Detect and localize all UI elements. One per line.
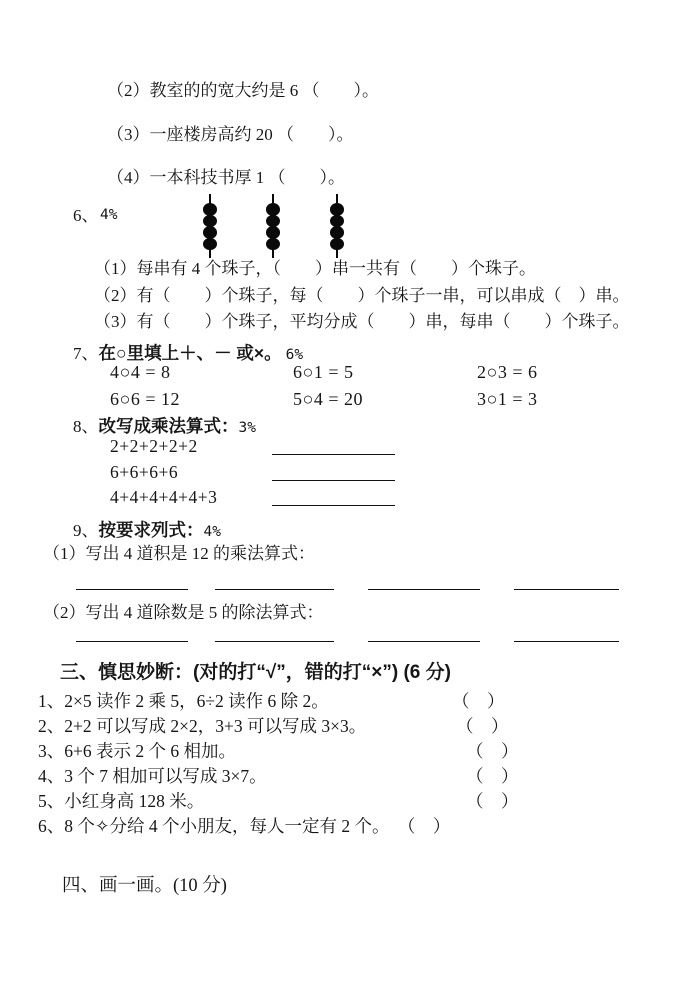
answer-parentheses: （ ） <box>456 716 509 736</box>
question6-number: 6、 <box>73 206 99 225</box>
true-false-text: 6、8 个✧分给 4 个小朋友，每人一定有 2 个。 <box>38 816 390 836</box>
question6-score: 4% <box>100 207 118 223</box>
bead <box>266 238 280 251</box>
true-false-text: 2、2+2 可以写成 2×2，3+3 可以写成 3×3。 <box>38 716 367 736</box>
bead <box>266 203 280 216</box>
addition-expression: 2+2+2+2+2 <box>110 436 198 456</box>
bead <box>203 238 217 251</box>
true-false-text: 4、3 个 7 相加可以写成 3×7。 <box>38 766 267 786</box>
bead <box>330 238 344 251</box>
question6-sub1: （1）每串有 4 个珠子，（ ）串一共有（ ）个珠子。 <box>94 259 536 278</box>
question9-score: 4% <box>203 524 221 540</box>
addition-expression: 6+6+6+6 <box>110 462 179 482</box>
true-false-text: 1、2×5 读作 2 乘 5，6÷2 读作 6 除 2。 <box>38 691 329 711</box>
answer-parentheses: （ ） <box>397 816 451 836</box>
question8-number: 8、 <box>73 417 99 436</box>
answer-line <box>76 589 188 590</box>
true-false-item-6 <box>38 813 658 838</box>
question9-sub1: （1）写出 4 道积是 12 的乘法算式： <box>43 544 315 563</box>
question6-sub3: （3）有（ ）个珠子，平均分成（ ）串，每串（ ）个珠子。 <box>94 312 630 331</box>
answer-line <box>215 641 334 642</box>
answer-parentheses: （ ） <box>452 691 505 711</box>
answer-line <box>272 454 395 455</box>
bead <box>330 203 344 216</box>
answer-line <box>368 589 480 590</box>
answer-line <box>368 641 480 642</box>
true-false-item-4 <box>38 763 658 788</box>
answer-line <box>215 589 334 590</box>
section3-title: 三、慎思妙断：(对的打“√”，错的打“×”) (6 分) <box>60 662 451 683</box>
equation-blank: 6○6 = 12 <box>110 389 181 409</box>
question9-heading <box>73 516 221 542</box>
question7-score: 6% <box>285 347 304 363</box>
bead-strings-illustration <box>203 194 351 258</box>
bead <box>203 203 217 216</box>
true-false-item-1 <box>38 688 658 713</box>
question9-number: 9、 <box>73 521 99 540</box>
estimation-item-4: （4）一本科技书厚 1 （ ）。 <box>107 168 345 187</box>
equation-blank: 4○4 = 8 <box>110 362 171 382</box>
estimation-item-2: （2）教室的的宽大约是 6 （ ）。 <box>107 81 379 100</box>
bead-string-2 <box>266 194 280 258</box>
true-false-text: 3、6+6 表示 2 个 6 相加。 <box>38 741 236 761</box>
bead <box>330 226 344 239</box>
bead-string-3 <box>330 194 344 258</box>
answer-parentheses: （ ） <box>466 766 519 786</box>
addition-expression: 4+4+4+4+4+3 <box>110 487 218 507</box>
true-false-item-3 <box>38 738 658 763</box>
true-false-text: 5、小红身高 128 米。 <box>38 791 205 811</box>
question8-heading <box>73 412 256 438</box>
section4-title: 四、画一画。(10 分) <box>62 876 227 896</box>
question9-title: 按要求列式： <box>98 520 204 540</box>
true-false-item-2 <box>38 713 658 738</box>
answer-line <box>272 505 395 506</box>
bead <box>266 226 280 239</box>
equation-blank: 2○3 = 6 <box>477 362 538 382</box>
question6-sub2: （2）有（ ）个珠子，每（ ）个珠子一串，可以串成（ ）串。 <box>94 286 630 305</box>
answer-parentheses: （ ） <box>466 741 519 761</box>
answer-line <box>76 641 188 642</box>
equation-blank: 5○4 = 20 <box>293 389 364 409</box>
question7-title: 在○里填上＋、－ 或×。 <box>98 343 282 363</box>
bead <box>203 226 217 239</box>
question9-sub2: （2）写出 4 道除数是 5 的除法算式： <box>43 603 324 622</box>
answer-line <box>514 641 619 642</box>
question8-score: 3% <box>238 420 256 436</box>
answer-line <box>514 589 619 590</box>
answer-line <box>272 480 395 481</box>
bead-string-1 <box>203 194 217 258</box>
answer-parentheses: （ ） <box>466 791 519 811</box>
question8-title: 改写成乘法算式： <box>98 416 239 436</box>
equation-blank: 3○1 = 3 <box>477 389 538 409</box>
equation-blank: 6○1 = 5 <box>293 362 354 382</box>
true-false-item-5 <box>38 788 658 813</box>
question7-heading <box>73 339 303 365</box>
estimation-item-3: （3）一座楼房高约 20 （ ）。 <box>107 125 354 144</box>
question7-number: 7、 <box>73 344 99 363</box>
